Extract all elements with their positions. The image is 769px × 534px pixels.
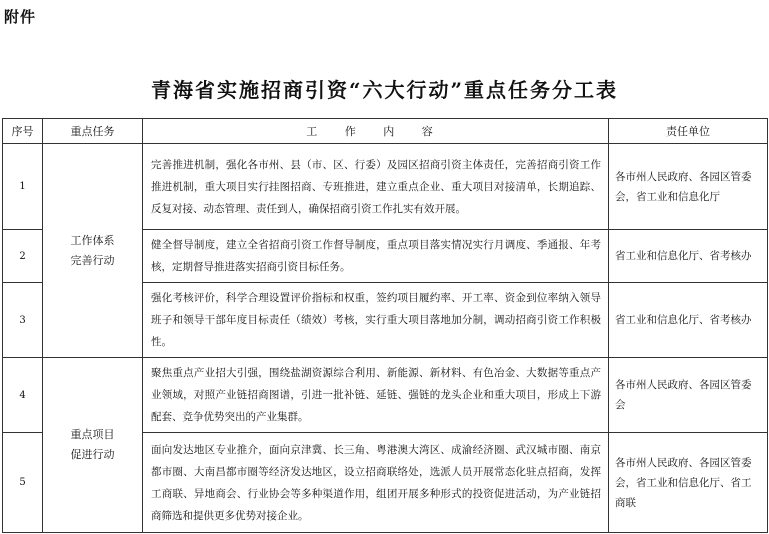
row-responsible: 各市州人民政府、各园区管委会 xyxy=(609,358,768,433)
header-content: 工 作 内 容 xyxy=(143,119,609,144)
header-seq: 序号 xyxy=(3,119,43,144)
row-seq: 1 xyxy=(3,144,43,230)
row-content: 面向发达地区专业推介，面向京津冀、长三角、粤港澳大湾区、成渝经济圈、武汉城市圈、南京都市圈、大南昌都市圈等经济发达地区，设立招商联络处，选派人员开展常态化驻点招商，发挥工商联、异地商会、行业协会等多种渠道作用，组团开展多种形式的投资促进活动，为产业链招商筛选和提供更多优势对接企业。 xyxy=(143,433,609,533)
header-task: 重点任务 xyxy=(43,119,143,144)
task-table xyxy=(2,118,768,533)
table-header-row xyxy=(3,119,768,144)
header-responsible: 责任单位 xyxy=(609,119,768,144)
task-group-line: 完善行动 xyxy=(70,253,115,267)
table-row xyxy=(3,144,768,230)
row-responsible: 省工业和信息化厅、省考核办 xyxy=(609,230,768,283)
table-row xyxy=(3,358,768,433)
row-responsible: 省工业和信息化厅、省考核办 xyxy=(609,283,768,358)
row-responsible: 各市州人民政府、各园区管委会，省工业和信息化厅、省工商联 xyxy=(609,433,768,533)
row-seq: 5 xyxy=(3,433,43,533)
row-content: 完善推进机制，强化各市州、县（市、区、行委）及园区招商引资主体责任，完善招商引资工作推进机制，重大项目实行挂图招商、专班推进，建立重点企业、重大项目对接清单，长期追踪、反复对接、动态管理、责任到人，确保招商引资工作扎实有效开展。 xyxy=(143,144,609,230)
task-group-cell xyxy=(43,144,143,358)
attachment-label: 附件 xyxy=(4,8,37,26)
row-seq: 3 xyxy=(3,283,43,358)
task-group-cell xyxy=(43,358,143,533)
row-seq: 4 xyxy=(3,358,43,433)
row-seq: 2 xyxy=(3,230,43,283)
task-group-line: 工作体系 xyxy=(70,233,115,247)
document-title: 青海省实施招商引资“六大行动”重点任务分工表 xyxy=(150,78,618,102)
row-content: 健全督导制度，建立全省招商引资工作督导制度，重点项目落实情况实行月调度、季通报、年考核，定期督导推进落实招商引资目标任务。 xyxy=(143,230,609,283)
row-content: 聚焦重点产业招大引强，围绕盐湖资源综合利用、新能源、新材料、有色冶金、大数据等重点产业领域，对照产业链招商图谱，引进一批补链、延链、强链的龙头企业和重大项目，形成上下游配套、竞争优势突出的产业集群。 xyxy=(143,358,609,433)
task-group-line: 重点项目 xyxy=(70,428,115,441)
task-group-line: 促进行动 xyxy=(70,448,115,461)
row-responsible: 各市州人民政府、各园区管委会，省工业和信息化厅 xyxy=(609,144,768,230)
row-content: 强化考核评价，科学合理设置评价指标和权重，签约项目履约率、开工率、资金到位率纳入领导班子和领导干部年度目标责任（绩效）考核，实行重大项目落地加分制，调动招商引资工作积极性。 xyxy=(143,283,609,358)
